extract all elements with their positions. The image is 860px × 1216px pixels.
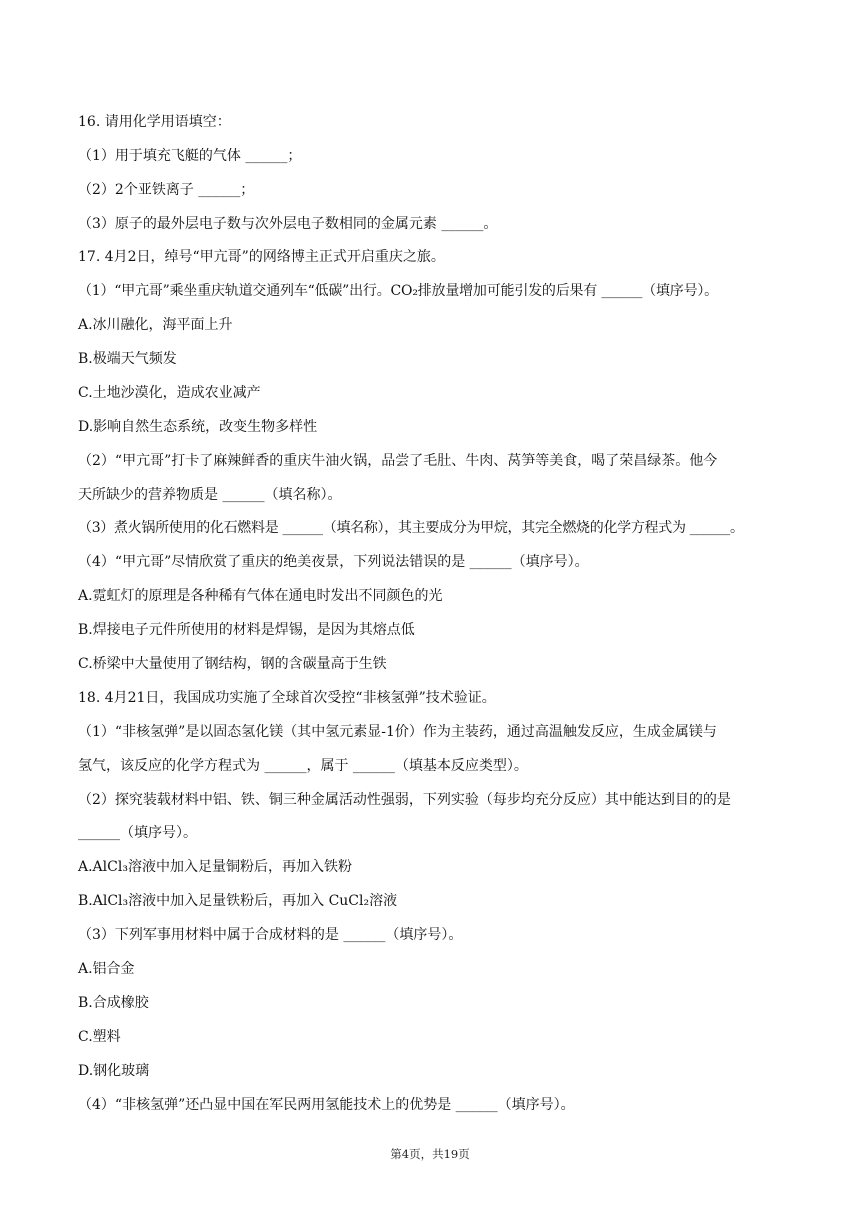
- q18-part2-line1: （2）探究装载材料中铝、铁、铜三种金属活动性强弱，下列实验（每步均充分反应）其中能达到目的的是: [78, 792, 731, 808]
- q17-title: 17. 4月2日，绰号“甲亢哥”的网络博主正式开启重庆之旅。: [78, 249, 445, 265]
- q17-part4-option-b: B.焊接电子元件所使用的材料是焊锡，是因为其熔点低: [78, 622, 415, 638]
- q18-part3-option-b: B.合成橡胶: [78, 995, 149, 1011]
- q17-part1: （1）“甲亢哥”乘坐重庆轨道交通列车“低碳”出行。CO₂排放量增加可能引发的后果有 ______（填序号）。: [78, 283, 718, 299]
- q17-part3: （3）煮火锅所使用的化石燃料是 ______（填名称），其主要成分为甲烷，其完全燃烧的化学方程式为 ______。: [78, 520, 744, 536]
- q17-part2-line1: （2）“甲亢哥”打卡了麻辣鲜香的重庆牛油火锅，品尝了毛肚、牛肉、莴笋等美食，喝了荣昌绿茶。他今: [78, 453, 718, 469]
- q16-part3: （3）原子的最外层电子数与次外层电子数相同的金属元素 ______。: [78, 216, 498, 232]
- q18-part3: （3）下列军事用材料中属于合成材料的是 ______（填序号）。: [78, 927, 463, 943]
- q17-option-a: A.冰川融化，海平面上升: [78, 317, 233, 333]
- q18-title: 18. 4月21日，我国成功实施了全球首次受控“非核氢弹”技术验证。: [78, 690, 496, 706]
- q18-part2-line2: ______（填序号）。: [78, 825, 197, 841]
- q18-part3-option-a: A.铝合金: [78, 961, 135, 977]
- q17-part4-option-a: A.霓虹灯的原理是各种稀有气体在通电时发出不同颜色的光: [78, 588, 443, 604]
- q17-option-b: B.极端天气频发: [78, 351, 177, 367]
- q17-part2-line2: 天所缺少的营养物质是 ______（填名称）。: [78, 487, 342, 503]
- q17-part4: （4）“甲亢哥”尽情欣赏了重庆的绝美夜景，下列说法错误的是 ______（填序号）。: [78, 554, 589, 570]
- q18-part2-option-a: A.AlCl₃溶液中加入足量铜粉后，再加入铁粉: [78, 859, 352, 875]
- q16-part2: （2）2个亚铁离子 ______；: [78, 182, 255, 198]
- q18-part3-option-c: C.塑料: [78, 1029, 121, 1045]
- q17-option-c: C.土地沙漠化，造成农业减产: [78, 385, 261, 401]
- q17-option-d: D.影响自然生态系统，改变生物多样性: [78, 419, 318, 435]
- q16-part1: （1）用于填充飞艇的气体 ______；: [78, 148, 302, 164]
- q18-part2-option-b: B.AlCl₃溶液中加入足量铁粉后，再加入 CuCl₂溶液: [78, 893, 398, 909]
- q17-part4-option-c: C.桥梁中大量使用了钢结构，钢的含碳量高于生铁: [78, 656, 387, 672]
- page-number-footer: 第4页，共19页: [390, 1147, 470, 1161]
- q18-part3-option-d: D.钢化玻璃: [78, 1063, 150, 1079]
- q16-title: 16. 请用化学用语填空：: [78, 114, 231, 130]
- q18-part1-line1: （1）“非核氢弹”是以固态氢化镁（其中氢元素显-1价）作为主装药，通过高温触发反应，生成金属镁与: [78, 724, 717, 740]
- q18-part1-line2: 氢气，该反应的化学方程式为 ______，属于 ______（填基本反应类型）。: [78, 758, 528, 774]
- q18-part4: （4）“非核氢弹”还凸显中国在军民两用氢能技术上的优势是 ______（填序号）。: [78, 1097, 575, 1113]
